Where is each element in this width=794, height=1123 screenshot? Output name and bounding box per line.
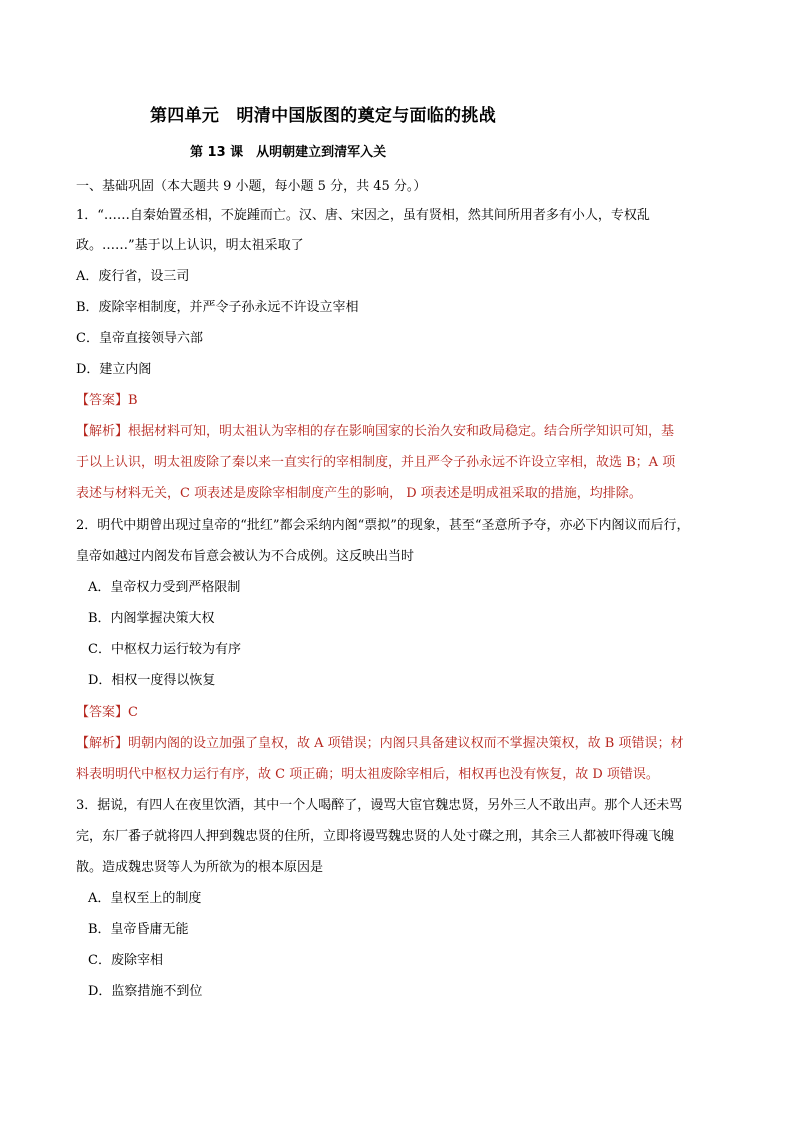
question-2-answer: 【答案】C [76,705,138,720]
question-1-stem-line-2: 政。……”基于以上认识，明太祖采取了 [76,238,304,253]
question-3-stem-line-1: 3．据说，有四人在夜里饮酒，其中一个人喝醉了，谩骂大宦官魏忠贤，另外三人不敢出声。那个人还未骂 [76,798,683,813]
question-1-analysis-line-3: 表述与材料无关，C 项表述是废除宰相制度产生的影响， D 项表述是明成祖采取的措施，均排除。 [76,486,642,501]
question-2-option-a: A．皇帝权力受到严格限制 [88,580,241,595]
question-3-option-c: C．废除宰相 [88,953,163,968]
question-1-option-c: C．皇帝直接领导六部 [76,331,203,346]
question-1-analysis-line-2: 于以上认识，明太祖废除了秦以来一直实行的宰相制度，并且严令子孙永远不许设立宰相，故选 B；A 项 [76,455,676,470]
question-2-option-d: D．相权一度得以恢复 [88,673,216,688]
question-2-stem-line-1: 2．明代中期曾出现过皇帝的“批红”都会采纳内阁“票拟”的现象，甚至“圣意所予夺，亦必下内阁议而后行， [76,518,690,533]
question-3-option-b: B．皇帝昏庸无能 [88,922,189,937]
question-1-option-a: A．废行省，设三司 [76,269,190,284]
question-2-option-c: C．中枢权力运行较为有序 [88,642,241,657]
question-1-answer: 【答案】B [76,393,138,408]
question-2-stem-line-2: 皇帝如越过内阁发布旨意会被认为不合成例。这反映出当时 [76,549,415,564]
question-2-analysis-line-2: 料表明明代中枢权力运行有序，故 C 项正确；明太祖废除宰相后，相权再也没有恢复，故 D 项错误。 [76,767,659,782]
question-2-analysis-line-1: 【解析】明朝内阁的设立加强了皇权，故 A 项错误；内阁只具备建议权而不掌握决策权，故 B 项错误；材 [76,736,684,751]
question-3-option-a: A．皇权至上的制度 [88,891,202,906]
question-2-option-b: B．内阁掌握决策大权 [88,611,215,626]
question-1-option-d: D．建立内阁 [76,362,152,377]
question-1-stem-line-1: 1．“……自秦始置丞相，不旋踵而亡。汉、唐、宋因之，虽有贤相，然其间所用者多有小人，专权乱 [76,208,650,223]
lesson-title: 第 13 课 从明朝建立到清军入关 [190,145,387,160]
question-3-stem-line-3: 散。造成魏忠贤等人为所欲为的根本原因是 [76,860,324,875]
unit-title: 第四单元 明清中国版图的奠定与面临的挑战 [150,106,496,126]
question-1-analysis-line-1: 【解析】根据材料可知，明太祖认为宰相的存在影响国家的长治久安和政局稳定。结合所学知识可知，基 [76,424,675,439]
question-3-stem-line-2: 完，东厂番子就将四人押到魏忠贤的住所，立即将谩骂魏忠贤的人处寸磔之刑，其余三人都被吓得魂飞魄 [76,829,675,844]
section-heading: 一、基础巩固（本大题共 9 小题，每小题 5 分，共 45 分。） [76,179,427,194]
question-3-option-d: D．监察措施不到位 [88,984,203,999]
question-1-option-b: B．废除宰相制度，并严令子孙永远不许设立宰相 [76,300,359,315]
